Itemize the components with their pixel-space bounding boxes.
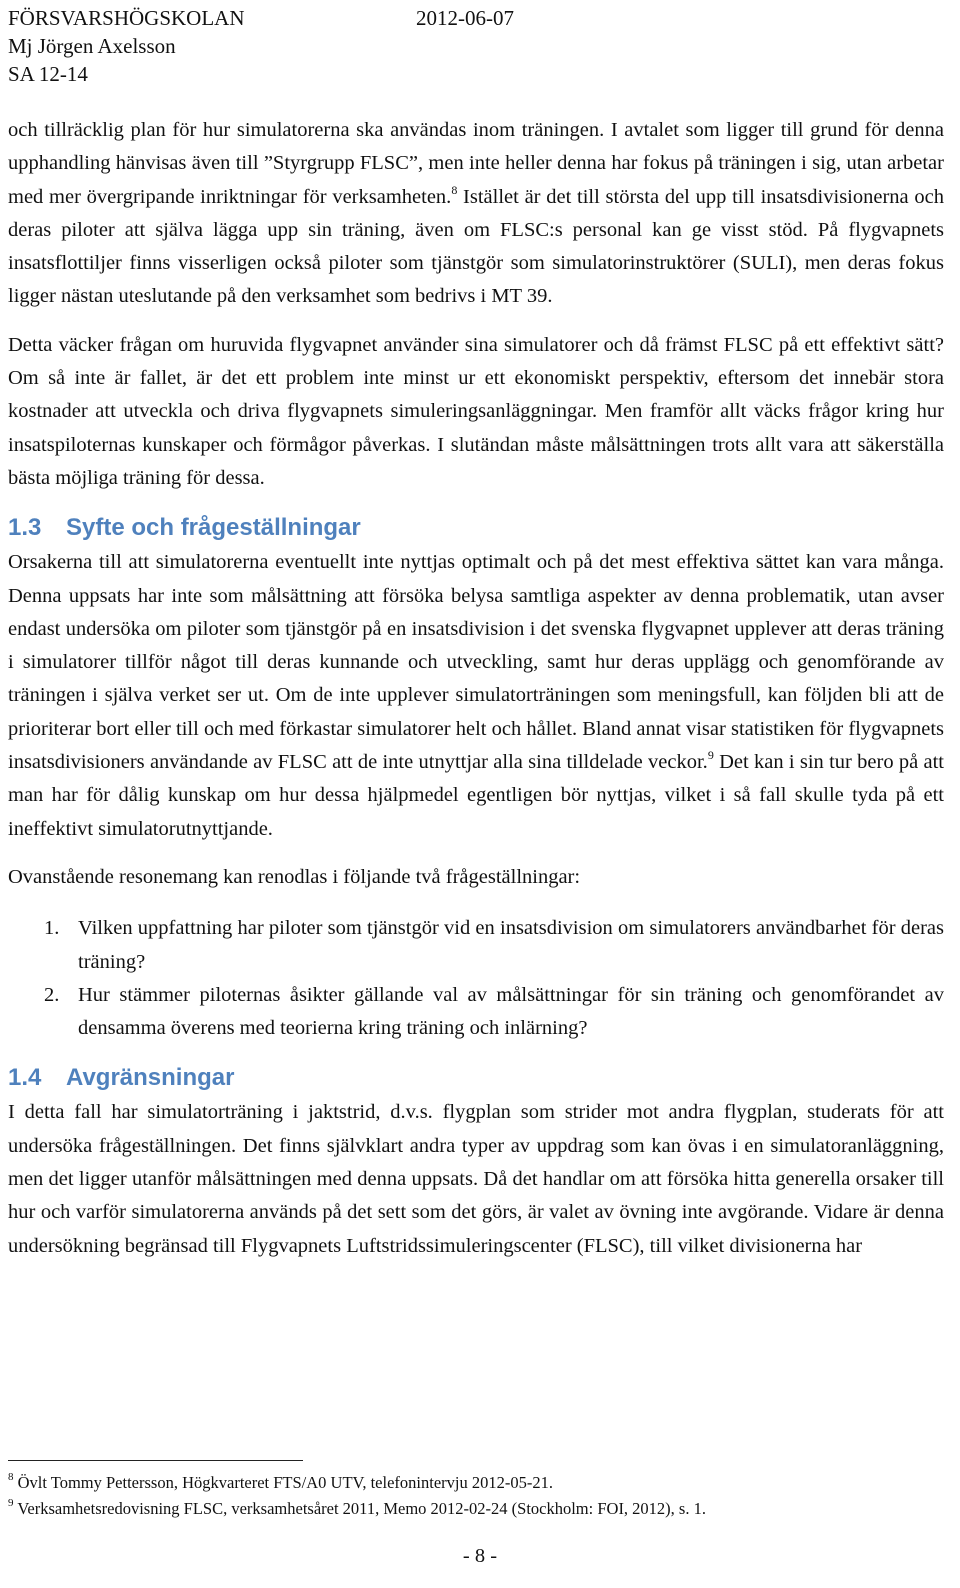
header-date: 2012-06-07 xyxy=(416,6,514,30)
list-item-text: Hur stämmer piloternas åsikter gällande val av målsättningar för sin träning och genomförandet av densamma överens med teorierna kring träning och inlärning? xyxy=(78,983,944,1040)
list-item-number: 2. xyxy=(44,983,60,1006)
footnote-ref-8[interactable]: 8 xyxy=(451,182,458,197)
header-school: FÖRSVARSHÖGSKOLAN xyxy=(8,6,245,30)
list-item xyxy=(8,979,944,1046)
section-number: 1.4 xyxy=(8,1064,42,1092)
paragraph-1 xyxy=(8,114,944,314)
footnote-number: 9 xyxy=(8,1497,14,1509)
section-heading-1-3 xyxy=(8,510,944,546)
questions-intro: Ovanstående resonemang kan renodlas i följande två frågeställningar: xyxy=(8,865,581,888)
footnote-text: Verksamhetsredovisning FLSC, verksamhetsåret 2011, Memo 2012-02-24 (Stockholm: FOI, 2012), s. 1. xyxy=(13,1499,706,1518)
list-item-text: Vilken uppfattning har piloter som tjänstgör vid en insatsdivision om simulatorers användbarhet för deras träning? xyxy=(78,917,944,973)
section-heading-1-4 xyxy=(8,1060,944,1096)
header-author: Mj Jörgen Axelsson xyxy=(8,34,176,58)
list-item xyxy=(8,912,944,979)
paragraph-3-text-a: Orsakerna till att simulatorerna eventuellt inte nyttjas optimalt och på det mest effektiva sättet kan vara många. Denna uppsats har inte som målsättning att försöka belysa samtliga aspekter av denna problematik, utan avser endast undersöka om piloter som tjänstgör på en insatsdivision i det svenska flygvapnet upplever att deras träning i simulatorer tillför något till deras kunnande och utveckling, samt hur deras upplägg och genomförande av träningen i själva verket ser ut. Om de inte upplever simulatorträningen som meningsfull, kan följden bli att de prioriterar bort eller till och med förkastar simulatorer helt och hållet. Bland annat visar statistiken för flygvapnets insatsdivisioners användande av FLSC att de inte utnyttjar alla sina tilldelade veckor. xyxy=(8,551,944,774)
list-item-number: 1. xyxy=(44,917,60,940)
page-number: - 8 - xyxy=(462,1545,498,1567)
paragraph-2: Detta väcker frågan om huruvida flygvapnet använder sina simulatorer och då främst FLSC på ett effektivt sätt? Om så inte är fallet, är det ett problem inte minst ur ett ekonomiskt perspektiv, eftersom det innebär stora kostnader att utveckla och driva flygvapnets simuleringsanläggningar. Men framför allt väcks frågor kring hur insatspiloternas kunskaper och förmågor påverkas. I slutändan måste målsättningen trots allt vara att säkerställa bästa möjliga träning för dessa. xyxy=(8,333,944,489)
body-text xyxy=(8,114,944,1263)
paragraph-1-text-b: Istället är det till största del upp till insatsdivisionerna och deras piloter att själva lägga upp sin träning, även om FLSC:s personal kan ge visst stöd. På flygvapnets insatsflottiljer finns visserligen också piloter som tjänstgör som simulatorinstruktörer (SULI), men deras fokus ligger nästan uteslutande på den verksamhet som bedrivs i MT 39. xyxy=(8,185,944,308)
paragraph-4: I detta fall har simulatorträning i jaktstrid, d.v.s. flygplan som strider mot andra flygplan, studerats för att undersöka frågeställningen. Det finns självklart andra typer av uppdrag som kan övas i en simulatoranläggning, men det ligger utanför målsättningen med denna uppsats. Då det handlar om att försöka hitta generella orsaker till hur och varför simulatorerna används på det sett som det görs, är valet av övning inte avgörande. Vidare är denna undersökning begränsad till Flygvapnets Luftstridssimuleringscenter (FLSC), till vilket divisionerna har xyxy=(8,1101,944,1257)
footnote-8 xyxy=(8,1470,944,1496)
footnote-ref-9[interactable]: 9 xyxy=(707,748,714,763)
paragraph-1-text-a: och tillräcklig plan för hur simulatorerna ska användas inom träningen. I avtalet som ligger till grund för denna upphandling hänvisas även till ”Styrgrupp FLSC”, men inte heller denna har fokus på träningen i sig, utan arbetar med mer övergripande inriktningar för verksamheten. xyxy=(8,119,944,208)
paragraph-3 xyxy=(8,546,944,846)
page-header xyxy=(8,4,514,88)
question-list xyxy=(8,912,944,1045)
footnote-number: 8 xyxy=(8,1471,14,1483)
paragraph-3-text-b: Det kan i sin tur bero på att man har för dålig kunskap om hur dessa hjälpmedel egentligen bör nyttjas, vilket i så fall skulle tyda på ett ineffektivt simulatorutnyttjande. xyxy=(8,751,944,840)
footnotes xyxy=(8,1460,944,1522)
header-course: SA 12-14 xyxy=(8,62,88,86)
footnote-divider xyxy=(8,1460,303,1461)
footnote-9 xyxy=(8,1496,944,1522)
section-number: 1.3 xyxy=(8,514,42,542)
section-title: Syfte och frågeställningar xyxy=(66,514,361,542)
footnote-text: Övlt Tommy Pettersson, Högkvarteret FTS/A0 UTV, telefonintervju 2012-05-21. xyxy=(13,1473,553,1492)
section-title: Avgränsningar xyxy=(66,1064,235,1092)
